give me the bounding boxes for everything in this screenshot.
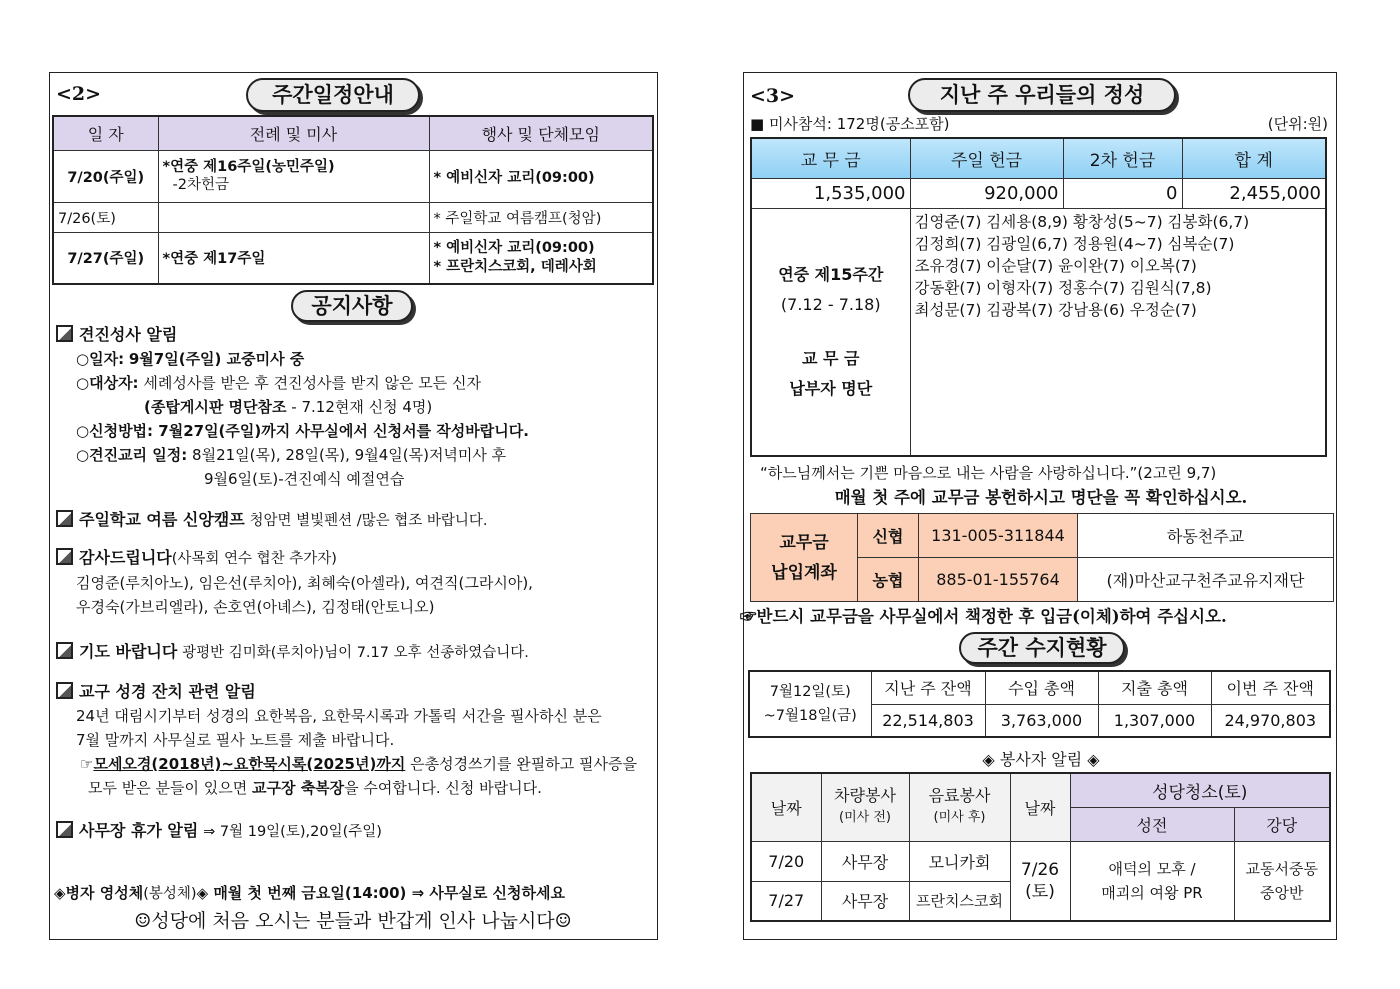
notice-text: 김영준(루치아노), 임은선(루치아), 최혜숙(아셀라), 여견직(그라시아),: [76, 574, 533, 592]
offering-title: 지난 주 우리들의 정성: [908, 78, 1176, 112]
checkbox-square-icon: [56, 325, 73, 342]
offering-value: 0: [1063, 178, 1182, 208]
volunteer-table: [750, 772, 1331, 922]
donor-label-cell: [751, 208, 910, 456]
finance-period: [749, 671, 871, 737]
finance-value: 22,514,803: [871, 704, 985, 737]
table-row: [749, 671, 1330, 704]
notice-bold: ◈ 매월 첫 번째 금요일(14:00) ⇒ 사무실로 신청하세요: [196, 884, 566, 902]
donor-line: 최성문(7) 김광복(7) 강남용(6) 우정순(7): [914, 300, 1197, 319]
checkbox-square-icon: [56, 548, 73, 565]
notice-text: (봉성체): [143, 886, 197, 902]
volunteer-header: [821, 773, 909, 841]
schedule-header: 일 자: [53, 116, 158, 150]
note: - 7.12현재 신청 4명): [291, 398, 433, 416]
volunteer-date: 7/27: [751, 881, 821, 921]
date-line: (토): [1025, 881, 1055, 902]
schedule-date: 7/26(토): [53, 202, 158, 232]
table-row: [751, 138, 1326, 178]
notice-bold: ◈병자 영성체: [54, 884, 144, 902]
notice-underline: 모세오경(2018년)~요한묵시록(2025년)까지: [93, 755, 406, 773]
finance-value: 1,307,000: [1098, 704, 1211, 737]
table-row: [53, 150, 653, 202]
notice-text: ⇒ 7월 19일(토),20일(주일): [203, 824, 382, 840]
schedule-title: 주간일정안내: [246, 78, 420, 112]
finance-header: 지난 주 잔액: [871, 671, 985, 704]
label: ○일자:: [76, 350, 125, 368]
schedule-liturgy: *연중 제17주일: [158, 232, 429, 284]
notice-thanks: [56, 546, 652, 619]
header-line: 차량봉사: [834, 786, 896, 806]
table-row: [751, 514, 1334, 558]
schedule-date: 7/20(주일): [53, 150, 158, 202]
clean-sanctuary: [1070, 841, 1234, 921]
account-table: [750, 513, 1334, 602]
left-page: [49, 72, 658, 940]
volunteer-title: ◈ 봉사자 알림 ◈: [982, 750, 1100, 769]
account-holder: 하동천주교: [1078, 514, 1334, 558]
notice-heading: 견진성사 알림: [79, 325, 178, 344]
schedule-event: [429, 232, 653, 284]
volunteer-header: 성당청소(토): [1070, 773, 1330, 807]
finance-header: 이번 주 잔액: [1211, 671, 1330, 704]
finance-header: 수입 총액: [985, 671, 1098, 704]
account-label: [751, 514, 858, 602]
table-row: [53, 116, 653, 150]
notice-text: 7월 말까지 사무실로 필사 노트를 제출 바랍니다.: [76, 731, 395, 749]
notice-heading: 감사드립니다: [79, 548, 172, 567]
offering-value: 920,000: [910, 178, 1063, 208]
page-number: <2>: [56, 83, 102, 105]
welcome-message: ☺성당에 처음 오시는 분들과 반갑게 인사 나눕시다☺: [134, 910, 572, 932]
class-schedule: 9월6일(토)-견진예식 예절연습: [204, 470, 405, 488]
account-label-line: 교무금: [779, 532, 829, 553]
donor-line: 김정희(7) 김광일(6,7) 정용원(4~7) 심복순(7): [914, 234, 1235, 253]
header-line: (미사 전): [839, 810, 891, 826]
finance-table: [748, 670, 1331, 738]
offering-header: 합 계: [1182, 138, 1326, 178]
confirmation-apply: ○신청방법: 7월27일(주일)까지 사무실에서 신청서를 작성바랍니다.: [76, 422, 529, 440]
volunteer-drink: 모니카회: [909, 841, 1010, 881]
clean-date: [1010, 841, 1070, 921]
donor-line: 강동환(7) 이형자(7) 정홍수(7) 김원식(7,8): [914, 278, 1212, 297]
donor-line: 김영준(7) 김세용(8,9) 황창성(5~7) 김봉화(6,7): [914, 212, 1250, 231]
page-number: <3>: [750, 85, 796, 107]
checkbox-square-icon: [56, 682, 73, 699]
notice-bold: 교구장 축복장: [252, 779, 345, 797]
notice-sub: (사목회 연수 협찬 추가자): [171, 551, 337, 567]
note-bold: (종탑게시판 명단참조: [144, 398, 287, 416]
notice-heading: 교구 성경 잔치 관련 알림: [79, 682, 256, 701]
table-row: [751, 208, 1326, 456]
label: ○견진교리 일정:: [76, 446, 188, 464]
volunteer-car: 사무장: [821, 881, 909, 921]
notice-title: 공지사항: [291, 290, 413, 322]
notice-text: 을 수여합니다. 신청 바랍니다.: [344, 779, 542, 797]
offering-header: 2차 헌금: [1063, 138, 1182, 178]
notice-heading: 기도 바랍니다: [79, 642, 178, 661]
donor-week: 연중 제15주간: [778, 264, 884, 284]
volunteer-header: 날짜: [751, 773, 821, 841]
notice-text: 은총성경쓰기를 완필하고 필사증을: [410, 755, 637, 773]
volunteer-header: 강당: [1234, 807, 1330, 841]
checkbox-square-icon: [56, 642, 73, 659]
schedule-table: [52, 115, 654, 285]
volunteer-car: 사무장: [821, 841, 909, 881]
account-number: 131-005-311844: [919, 514, 1078, 558]
scripture-quote: “하느님께서는 기쁜 마음으로 내는 사람을 사랑하십니다.”(2고린 9,7): [760, 464, 1217, 482]
event-line: * 예비신자 교리(09:00): [433, 239, 595, 256]
liturgy-line: *연중 제16주일(농민주일): [162, 159, 335, 175]
bank-name: 신협: [858, 514, 919, 558]
account-holder: (재)마산교구천주교유지재단: [1078, 558, 1334, 602]
offering-table: [750, 137, 1327, 457]
date-line: 7/26: [1020, 859, 1060, 880]
confirmation-date: 9월7일(주일) 교중미사 중: [128, 350, 305, 368]
offering-value: 2,455,000: [1182, 178, 1326, 208]
table-row: [53, 202, 653, 232]
unit-label: (단위:원): [1267, 115, 1328, 133]
clean-line: 애덕의 모후 /: [1108, 859, 1196, 878]
header-line: 음료봉사: [928, 786, 991, 806]
class-schedule: 8월21일(목), 28일(목), 9월4일(목)저녁미사 후: [192, 446, 507, 464]
notice-prayer: [56, 640, 652, 665]
volunteer-date: 7/20: [751, 841, 821, 881]
table-row: [751, 178, 1326, 208]
period-line: ~7월18일(금): [763, 708, 857, 724]
account-label-line: 납입계좌: [771, 562, 837, 583]
volunteer-drink: 프란치스코회: [909, 881, 1010, 921]
schedule-event: * 예비신자 교리(09:00): [429, 150, 653, 202]
notice-heading: 주일학교 여름 신앙캠프: [79, 510, 245, 529]
monthly-note: 매월 첫 주에 교무금 봉헌하시고 명단을 꼭 확인하십시오.: [834, 488, 1248, 507]
account-note: ☞반드시 교무금을 사무실에서 책정한 후 입금(이체)하여 주십시오.: [740, 607, 1227, 626]
checkbox-square-icon: [56, 510, 73, 527]
notice-heading: 사무장 휴가 알림: [79, 821, 199, 840]
notice-text: 우경숙(가브리엘라), 손호연(아녜스), 김정태(안토니오): [76, 598, 435, 616]
clean-line: 매괴의 여왕 PR: [1101, 883, 1203, 902]
notice-vacation: [56, 819, 652, 844]
attendance-label: ■ 미사참석: 172명(공소포함): [750, 115, 950, 133]
notice-text: 24년 대림시기부터 성경의 요한복음, 요한묵시록과 가톨릭 서간을 필사하신 분은: [76, 707, 602, 725]
clean-hall: [1234, 841, 1330, 921]
donor-range: (7.12 - 7.18): [780, 294, 881, 314]
offering-value: 1,535,000: [751, 178, 910, 208]
table-row: [751, 773, 1330, 807]
table-row: [53, 232, 653, 284]
schedule-liturgy: [158, 150, 429, 202]
checkbox-square-icon: [56, 821, 73, 838]
notice-camp: [56, 508, 652, 533]
clean-line: 교동서중동: [1245, 859, 1318, 878]
liturgy-line: -2차헌금: [172, 177, 229, 193]
finance-header: 지출 총액: [1098, 671, 1211, 704]
notice-text: 모두 받은 분들이 있으면: [88, 779, 248, 797]
notice-text: 광평반 김미화(루치아)님이 7.17 오후 선종하였습니다.: [182, 645, 529, 661]
notice-sick-communion: [54, 881, 650, 906]
offering-header: 주일 헌금: [910, 138, 1063, 178]
schedule-header: 행사 및 단체모임: [429, 116, 653, 150]
header-line: (미사 후): [933, 810, 986, 826]
donor-label: 교 무 금: [801, 348, 860, 368]
schedule-date: 7/27(주일): [53, 232, 158, 284]
schedule-liturgy: [158, 202, 429, 232]
table-row: [751, 841, 1330, 881]
event-line: * 프란치스코회, 데레사회: [433, 258, 597, 275]
period-line: 7월12일(토): [769, 684, 851, 700]
schedule-header: 전례 및 미사: [158, 116, 429, 150]
finance-title: 주간 수지현황: [959, 632, 1125, 664]
volunteer-header: 날짜: [1010, 773, 1070, 841]
donor-line: 조유경(7) 이순달(7) 윤이완(7) 이오복(7): [914, 256, 1197, 275]
label: ○대상자:: [76, 374, 139, 392]
volunteer-header: [909, 773, 1010, 841]
donor-label: 납부자 명단: [789, 378, 873, 398]
pointing-hand-icon: ☞: [80, 755, 94, 773]
finance-value: 3,763,000: [985, 704, 1098, 737]
notice-bible: [56, 680, 652, 800]
account-number: 885-01-155764: [919, 558, 1078, 602]
notice-confirmation: [56, 323, 652, 491]
donor-list: [910, 208, 1326, 456]
finance-value: 24,970,803: [1211, 704, 1330, 737]
confirmation-target: 세례성사를 받은 후 견진성사를 받지 않은 모든 신자: [143, 374, 482, 392]
notice-text: 청암면 별빛펜션 /많은 협조 바랍니다.: [249, 513, 488, 529]
bank-name: 농협: [858, 558, 919, 602]
schedule-event: * 주일학교 여름캠프(청암): [429, 202, 653, 232]
offering-header: 교 무 금: [751, 138, 910, 178]
right-page: [740, 72, 1337, 940]
volunteer-header: 성전: [1070, 807, 1234, 841]
clean-line: 중앙반: [1260, 883, 1304, 902]
